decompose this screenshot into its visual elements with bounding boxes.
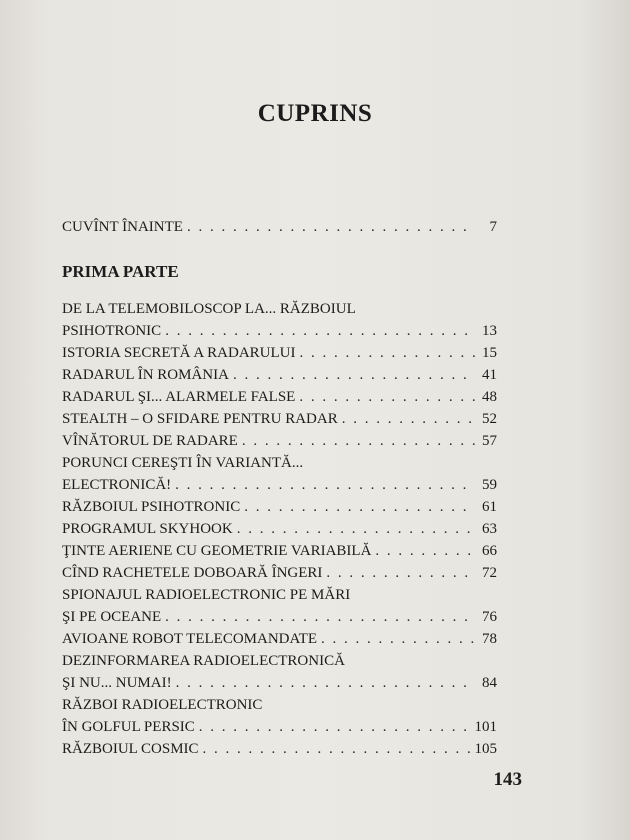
toc-entry-text: RADARUL ÎN ROMÂNIA (62, 367, 229, 383)
toc-entry-text: ISTORIA SECRETĂ A RADARULUI (62, 345, 296, 361)
dot-leader (375, 540, 475, 562)
toc-entry-text: RĂZBOI RADIOELECTRONIC (62, 697, 263, 713)
dot-leader (326, 562, 475, 584)
dot-leader (175, 474, 475, 496)
toc-entry-page: 13 (482, 323, 497, 339)
toc-entry-foreword (62, 216, 497, 238)
toc-entry-page: 7 (489, 219, 497, 235)
toc-entry-page: 15 (482, 345, 497, 361)
dot-leader (242, 430, 475, 452)
dot-leader (165, 320, 475, 342)
dot-leader (237, 518, 475, 540)
toc-entry (62, 342, 497, 364)
toc-entry-page: 105 (474, 741, 497, 757)
toc-entry (62, 738, 497, 760)
toc-entry-text: PORUNCI CEREŞTI ÎN VARIANTĂ... (62, 455, 304, 471)
toc-entry-page: 63 (482, 521, 497, 537)
toc-entry-page: 101 (474, 719, 497, 735)
toc-entry-page: 61 (482, 499, 497, 515)
toc-entry (62, 694, 497, 738)
toc-entry-page: 84 (482, 675, 497, 691)
toc-entry (62, 430, 497, 452)
page-title: CUPRINS (257, 100, 373, 127)
dot-leader (321, 628, 475, 650)
dot-leader (233, 364, 475, 386)
toc-entry-text: SPIONAJUL RADIOELECTRONIC PE MĂRI (62, 587, 351, 603)
toc-entry-page: 76 (482, 609, 497, 625)
toc-entry-text: DE LA TELEMOBILOSCOP LA... RĂZBOIUL (62, 301, 356, 317)
toc-entry (62, 628, 497, 650)
toc-entry-text: AVIOANE ROBOT TELECOMANDATE (62, 631, 317, 647)
toc-entry-text: STEALTH – O SFIDARE PENTRU RADAR (62, 411, 338, 427)
toc-entry-text: RĂZBOIUL COSMIC (62, 741, 199, 757)
section-title: PRIMA PARTE (62, 262, 179, 281)
dot-leader (300, 342, 476, 364)
toc-entry (62, 562, 497, 584)
dot-leader (203, 738, 471, 760)
dot-leader (176, 672, 475, 694)
toc-entry-page: 52 (482, 411, 497, 427)
toc-entry (62, 298, 497, 342)
toc-entry (62, 518, 497, 540)
toc-entry (62, 650, 497, 694)
toc-entry-text: RĂZBOIUL PSIHOTRONIC (62, 499, 241, 515)
toc-entry (62, 584, 497, 628)
toc-entry-text: ŢINTE AERIENE CU GEOMETRIE VARIABILĂ (62, 543, 372, 559)
dot-leader (342, 408, 475, 430)
toc-entry-text: CUVÎNT ÎNAINTE (62, 219, 183, 235)
toc-entry-page: 48 (482, 389, 497, 405)
toc-entry (62, 386, 497, 408)
dot-leader (165, 606, 475, 628)
toc-entry-page: 66 (482, 543, 497, 559)
toc-entry-text: PSIHOTRONIC (62, 323, 162, 339)
toc-entry-text: DEZINFORMAREA RADIOELECTRONICĂ (62, 653, 345, 669)
toc-entry-page: 78 (482, 631, 497, 647)
toc-entry (62, 452, 497, 496)
toc-entry (62, 496, 497, 518)
toc-entry-text: CÎND RACHETELE DOBOARĂ ÎNGERI (62, 565, 323, 581)
toc-entry-page: 59 (482, 477, 497, 493)
toc-entry-text: ŞI PE OCEANE (62, 609, 162, 625)
dot-leader (299, 386, 475, 408)
page-number: 143 (493, 769, 522, 790)
toc-entry-text: VÎNĂTORUL DE RADARE (62, 433, 238, 449)
toc-entry-text: RADARUL ŞI... ALARMELE FALSE (62, 389, 296, 405)
toc-entry-text: ELECTRONICĂ! (62, 477, 172, 493)
toc-entry-text: ÎN GOLFUL PERSIC (62, 719, 195, 735)
dot-leader (199, 716, 471, 738)
toc-entry (62, 408, 497, 430)
toc-entry-page: 57 (482, 433, 497, 449)
toc-entry-page: 72 (482, 565, 497, 581)
toc-entry-text: PROGRAMUL SKYHOOK (62, 521, 233, 537)
dot-leader (244, 496, 475, 518)
toc-entry (62, 364, 497, 386)
toc-entry-text: ŞI NU... NUMAI! (62, 675, 172, 691)
toc-entry-page: 41 (482, 367, 497, 383)
toc-entry (62, 540, 497, 562)
dot-leader (187, 216, 475, 238)
